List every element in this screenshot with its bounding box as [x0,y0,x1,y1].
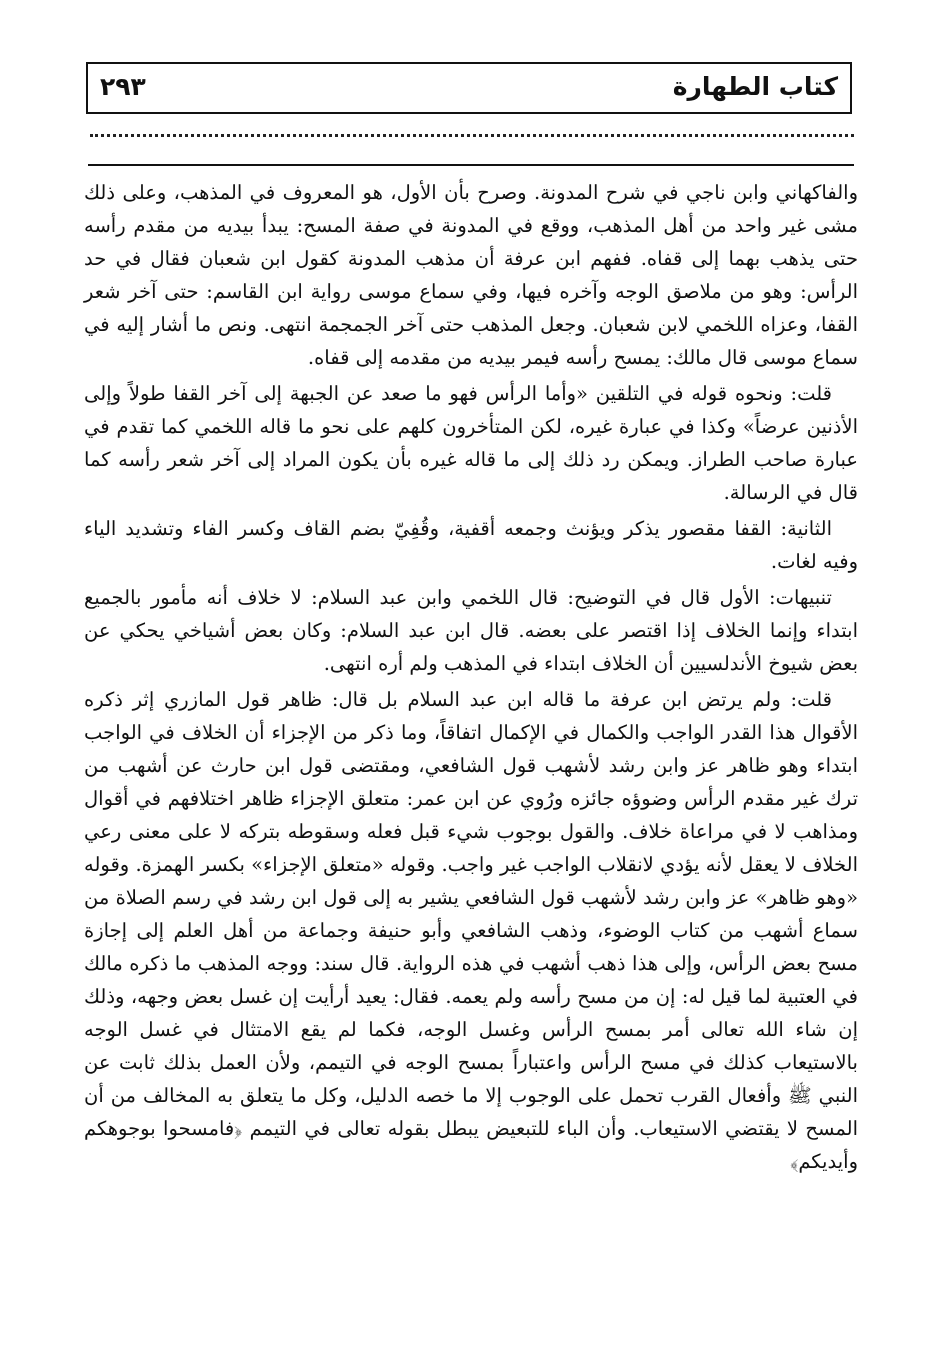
page-number: ٢٩٣ [100,72,146,101]
paragraph-4: تنبيهات: الأول قال في التوضيح: قال اللخمي وابن عبد السلام: لا خلاف أنه مأمور بالجميع ابتداء وإنما الخلاف إذا اقتصر على بعضه. قال ابن عبد السلام: وكان بعض أشياخي يحكي عن بعض شيوخ الأندلسيين أن الخلاف ابتداء في المذهب ولم أره انتهى. [84,586,858,675]
body-text [84,176,858,1178]
book-title: كتاب الطهارة [672,72,838,101]
paragraph-2: قلت: ونحوه قوله في التلقين «وأما الرأس فهو ما صعد عن الجبهة إلى آخر القفا طولاً وإلى الأذنين عرضاً» وكذا في عبارة غيره، لكن المتأخرون كلهم على نحو ما قاله اللخمي كما تقدم في عبارة صاحب الطراز. ويمكن رد ذلك إلى ما قاله غيره بأن يكون المراد إلى آخر شعر رأسه كما قال في الرسالة. [84,382,858,504]
paragraph-5: قلت: ولم يرتض ابن عرفة ما قاله ابن عبد السلام بل قال: ظاهر قول المازري إثر ذكره الأقوال هذا القدر الواجب والكمال في الإكمال اتفاقاً، وما ذكر من الإجزاء أن الخلاف في الواجب ابتداء وهو ظاهر عز وابن رشد لأشهب قول الشافعي، ومقتضى قول ابن حارث عن أشهب من ترك غير مقدم الرأس وضوؤه جائزه ورُوي عن ابن عمر: متعلق الإجزاء ظاهر اختلافهم في أقوال ومذاهب لا في مراعاة خلاف. والقول بوجوب شيء قبل فعله وسقوطه بتركه لا على معنى رعي الخلاف لا يعقل لأنه يؤدي لانقلاب الواجب غير واجب. وقوله «متعلق الإجزاء» بكسر الهمزة. وقوله «وهو ظاهر» عز وابن رشد لأشهب قول الشافعي يشير به إلى قول ابن رشد في رسم الصلاة من سماع أشهب من كتاب الوضوء، وذهب الشافعي وأبو حنيفة وجماعة من أهل العلم إلى إجازة مسح بعض الرأس، وإلى هذا ذهب أشهب في هذه الرواية. قال سند: ووجه المذهب ما ذكره مالك في العتبية لما قيل له: إن من مسح رأسه ولم يعمه. فقال: يعيد أرأيت إن غسل بعض وجهه، وذلك إن شاء الله تعالى أمر بمسح الرأس وغسل الوجه، فكما لم يقع الامتثال في غسل الوجه بالاستيعاب كذلك في مسح الرأس واعتباراً بمسح الوجه في التيمم، ولأن العمل بذلك ثابت عن النبي ﷺ وأفعال القرب تحمل على الوجوب إلا ما خصه الدليل، وكل ما يتعلق به المخالف من أن المسح لا يقتضي الاستيعاب. وأن الباء للتبعيض يبطل بقوله تعالى في التيمم ﴿فامسحوا بوجوهكم وأيديكم﴾ [84,688,858,1173]
paragraph-1: والفاكهاني وابن ناجي في شرح المدونة. وصرح بأن الأول، هو المعروف في المذهب، وعلى ذلك مشى غير واحد من أهل المذهب، ووقع في المدونة في صفة المسح: يبدأ بيديه من مقدم رأسه حتى يذهب بهما إلى قفاه. ففهم ابن عرفة أن مذهب المدونة كقول ابن شعبان فقال في حد الرأس: وهو من ملاصق الوجه وآخره فيها، وفي سماع موسى رواية ابن القاسم: حتى آخر شعر القفا، وعزاه اللخمي لابن شعبان. وجعل المذهب حتى آخر الجمجمة انتهى. ونص ما أشار إليه في سماع موسى قال مالك: يمسح رأسه فيمر بيديه من مقدمه إلى قفاه. [84,181,858,369]
page-header [86,62,852,114]
paragraph-3: الثانية: القفا مقصور يذكر ويؤنث وجمعه أقفية، وقُفِيّ بضم القاف وكسر الفاء وتشديد الياء وفيه لغات. [84,517,858,573]
rule-separator [88,164,854,166]
dotted-separator [90,134,854,137]
